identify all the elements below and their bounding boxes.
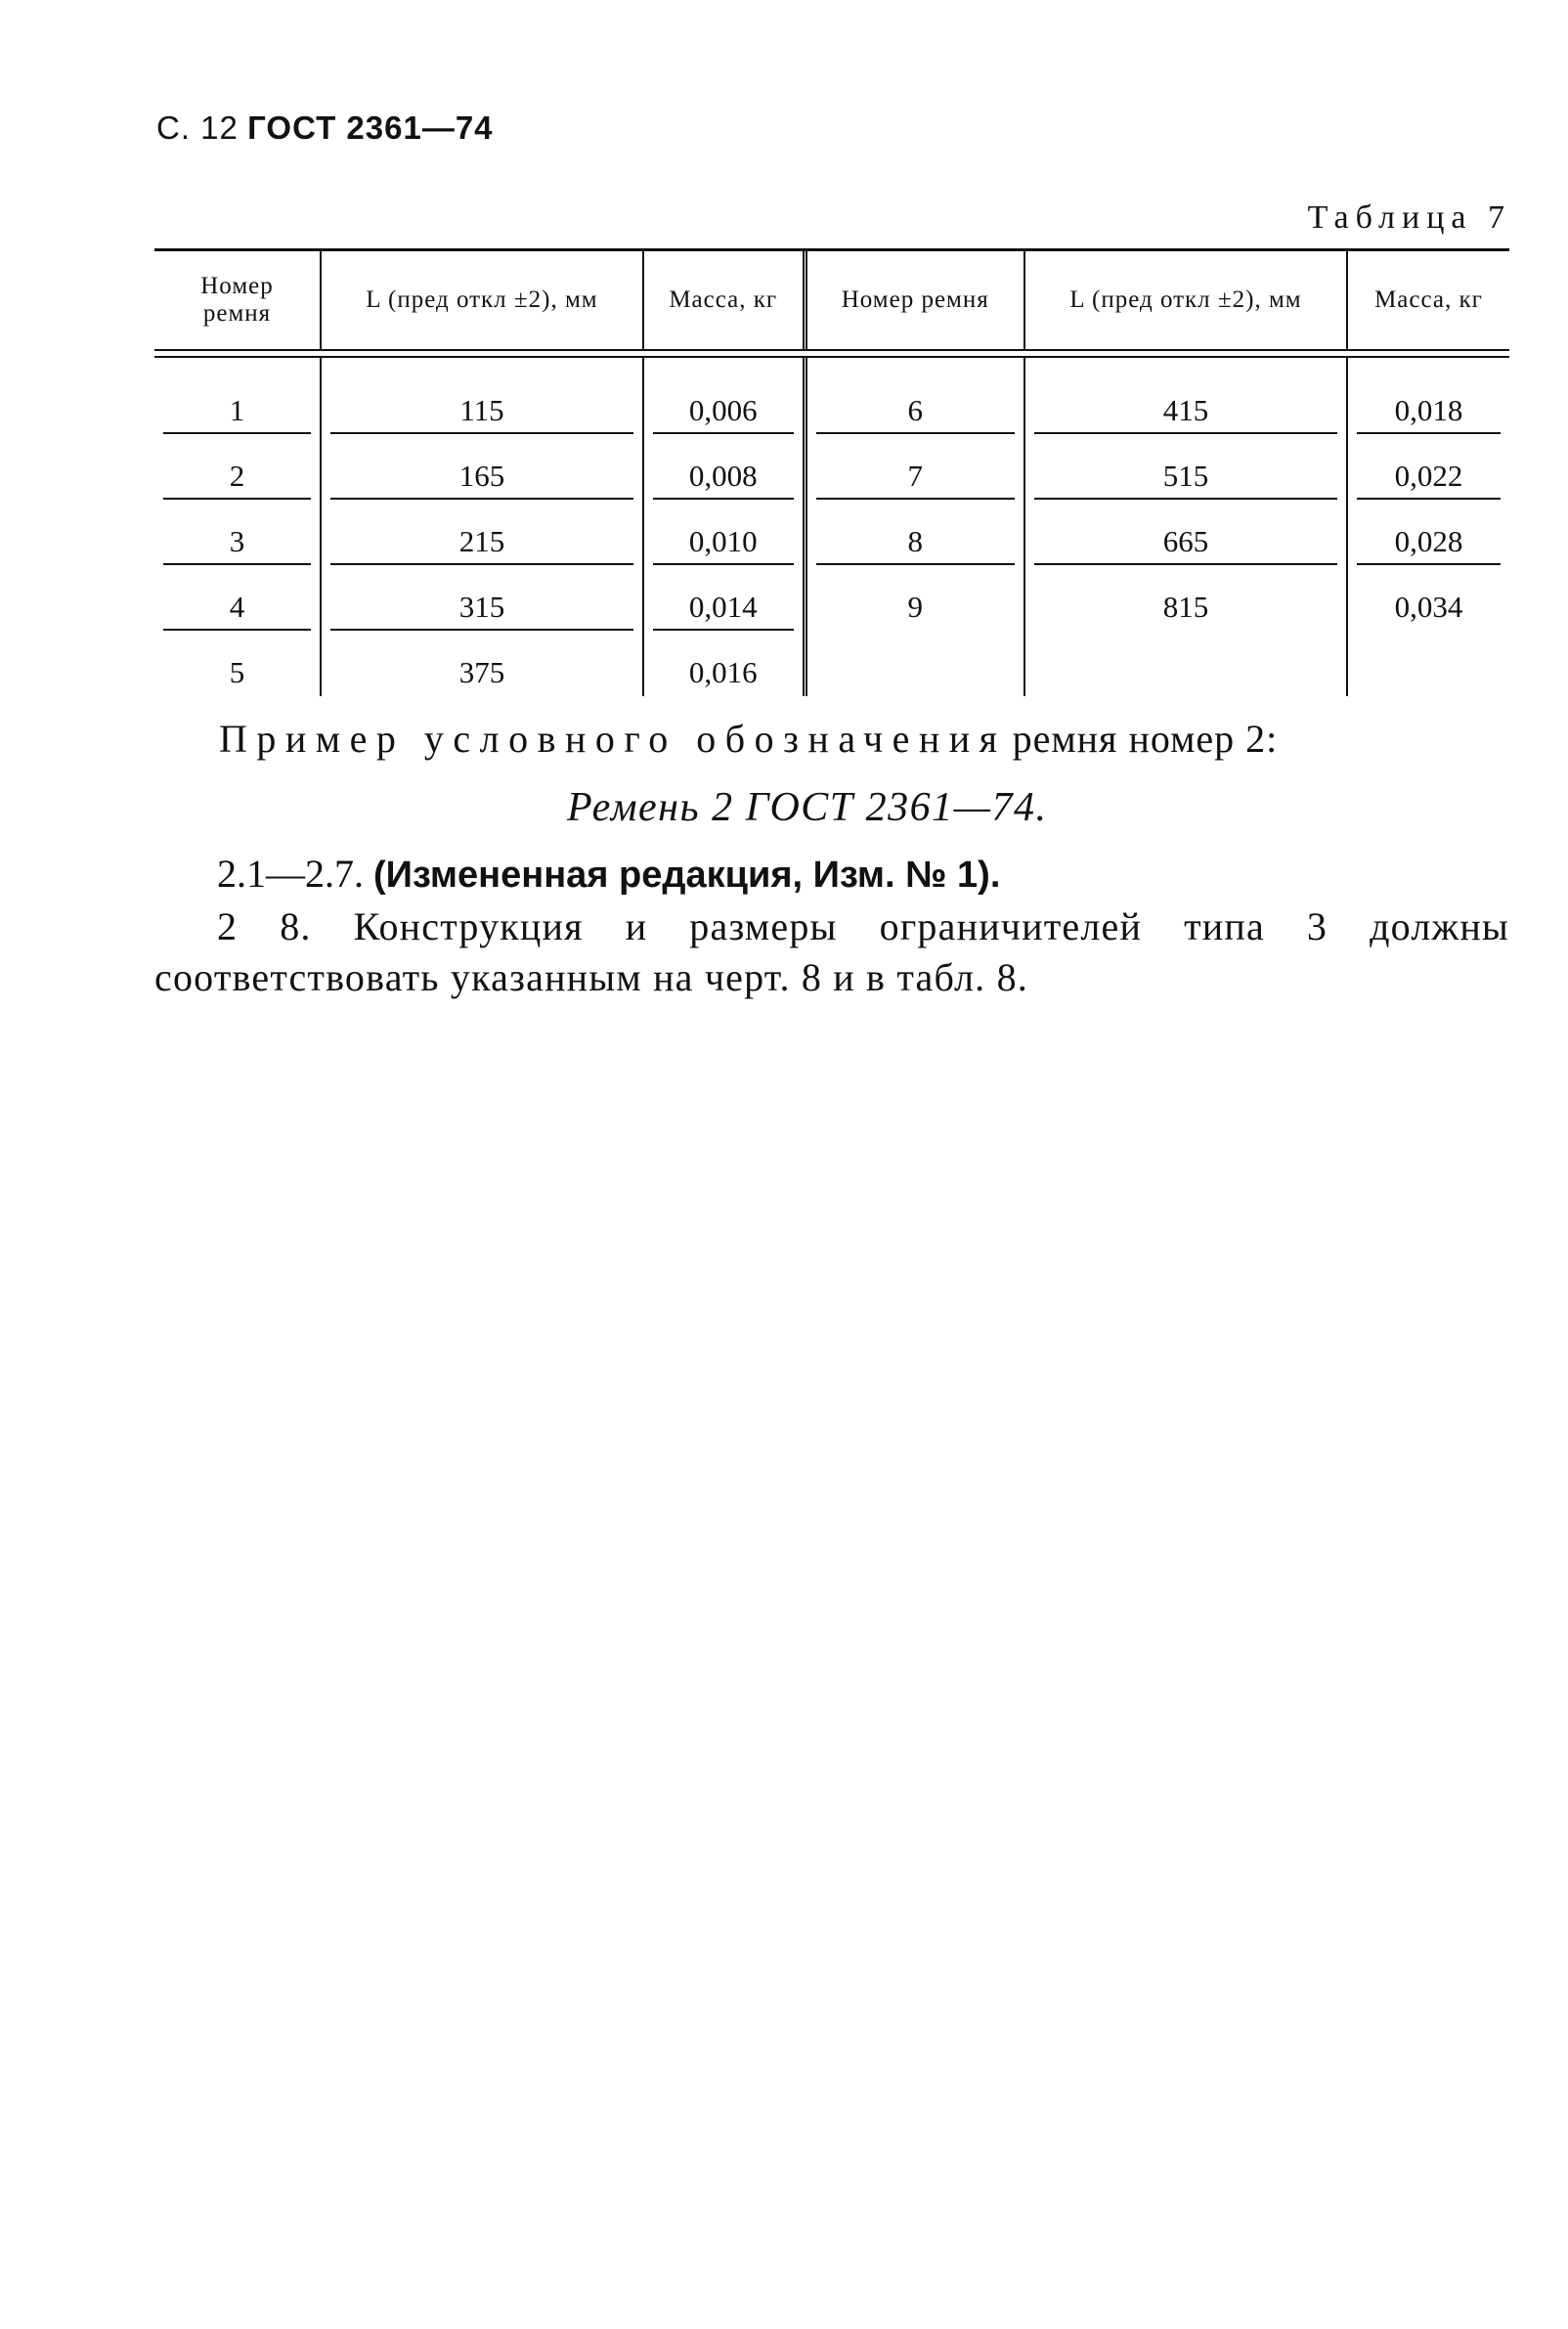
table-cell: 0,014 bbox=[643, 565, 805, 631]
table-cell bbox=[1024, 631, 1347, 696]
table-cell: 0,008 bbox=[643, 434, 805, 500]
table-cell: 115 bbox=[321, 358, 643, 434]
table-row bbox=[154, 434, 1509, 500]
table-cell: 7 bbox=[805, 434, 1024, 500]
paragraph-amendment bbox=[217, 851, 1000, 897]
table-row bbox=[154, 631, 1509, 696]
table-cell: 0,034 bbox=[1347, 565, 1509, 631]
paragraph-number: 2.1—2.7. bbox=[217, 852, 373, 896]
table-cell: 215 bbox=[321, 500, 643, 565]
standard-number: ГОСТ 2361—74 bbox=[247, 110, 494, 146]
table-cell: 3 bbox=[154, 500, 321, 565]
table-caption: Таблица 7 bbox=[1307, 199, 1511, 236]
column-header: Масса, кг bbox=[643, 251, 805, 349]
table-cell: 2 bbox=[154, 434, 321, 500]
table-cell: 1 bbox=[154, 358, 321, 434]
belt-designation: Ремень 2 ГОСТ 2361—74. bbox=[567, 785, 1048, 830]
table-cell: 815 bbox=[1024, 565, 1347, 631]
header-rule bbox=[154, 349, 1509, 351]
table-cell: 8 bbox=[805, 500, 1024, 565]
page-header bbox=[156, 110, 494, 148]
table-cell bbox=[805, 631, 1024, 696]
table-cell: 0,010 bbox=[643, 500, 805, 565]
table-cell: 665 bbox=[1024, 500, 1347, 565]
table-row bbox=[154, 565, 1509, 631]
column-header: Масса, кг bbox=[1347, 251, 1509, 349]
amendment-note: (Измененная редакция, Изм. № 1). bbox=[373, 855, 1001, 896]
belt-data-table bbox=[154, 251, 1509, 349]
table-cell: 6 bbox=[805, 358, 1024, 434]
example-spaced-text: Пример условного обозначения bbox=[219, 717, 1007, 761]
table-cell: 0,022 bbox=[1347, 434, 1509, 500]
table-cell: 315 bbox=[321, 565, 643, 631]
example-rest-text: ремня номер 2: bbox=[1012, 717, 1279, 761]
table-header-row bbox=[154, 251, 1509, 349]
table-cell: 9 bbox=[805, 565, 1024, 631]
table-cell: 165 bbox=[321, 434, 643, 500]
column-header: Номер ремня bbox=[805, 251, 1024, 349]
table-cell bbox=[1347, 631, 1509, 696]
belt-table bbox=[154, 248, 1509, 696]
table-cell: 415 bbox=[1024, 358, 1347, 434]
table-row bbox=[154, 500, 1509, 565]
column-header: L (пред откл ±2), мм bbox=[1024, 251, 1347, 349]
table-cell: 0,028 bbox=[1347, 500, 1509, 565]
table-cell: 515 bbox=[1024, 434, 1347, 500]
table-cell: 4 bbox=[154, 565, 321, 631]
table-cell: 5 bbox=[229, 655, 245, 689]
page-number: С. 12 bbox=[156, 110, 239, 146]
column-header: Номер ремня bbox=[200, 273, 274, 327]
belt-data-body bbox=[154, 358, 1509, 696]
table-cell: 375 bbox=[321, 631, 643, 696]
table-row bbox=[154, 358, 1509, 434]
table-cell: 0,016 bbox=[643, 631, 805, 696]
table-cell: 0,006 bbox=[643, 358, 805, 434]
designation-example-line bbox=[219, 716, 1278, 762]
paragraph-2-8: 2 8. Конструкция и размеры ограничителей типа 3 должны соответствовать указанным на черт. 8 и в табл. 8. bbox=[154, 904, 1509, 999]
column-header: L (пред откл ±2), мм bbox=[321, 251, 643, 349]
table-cell: 0,018 bbox=[1347, 358, 1509, 434]
